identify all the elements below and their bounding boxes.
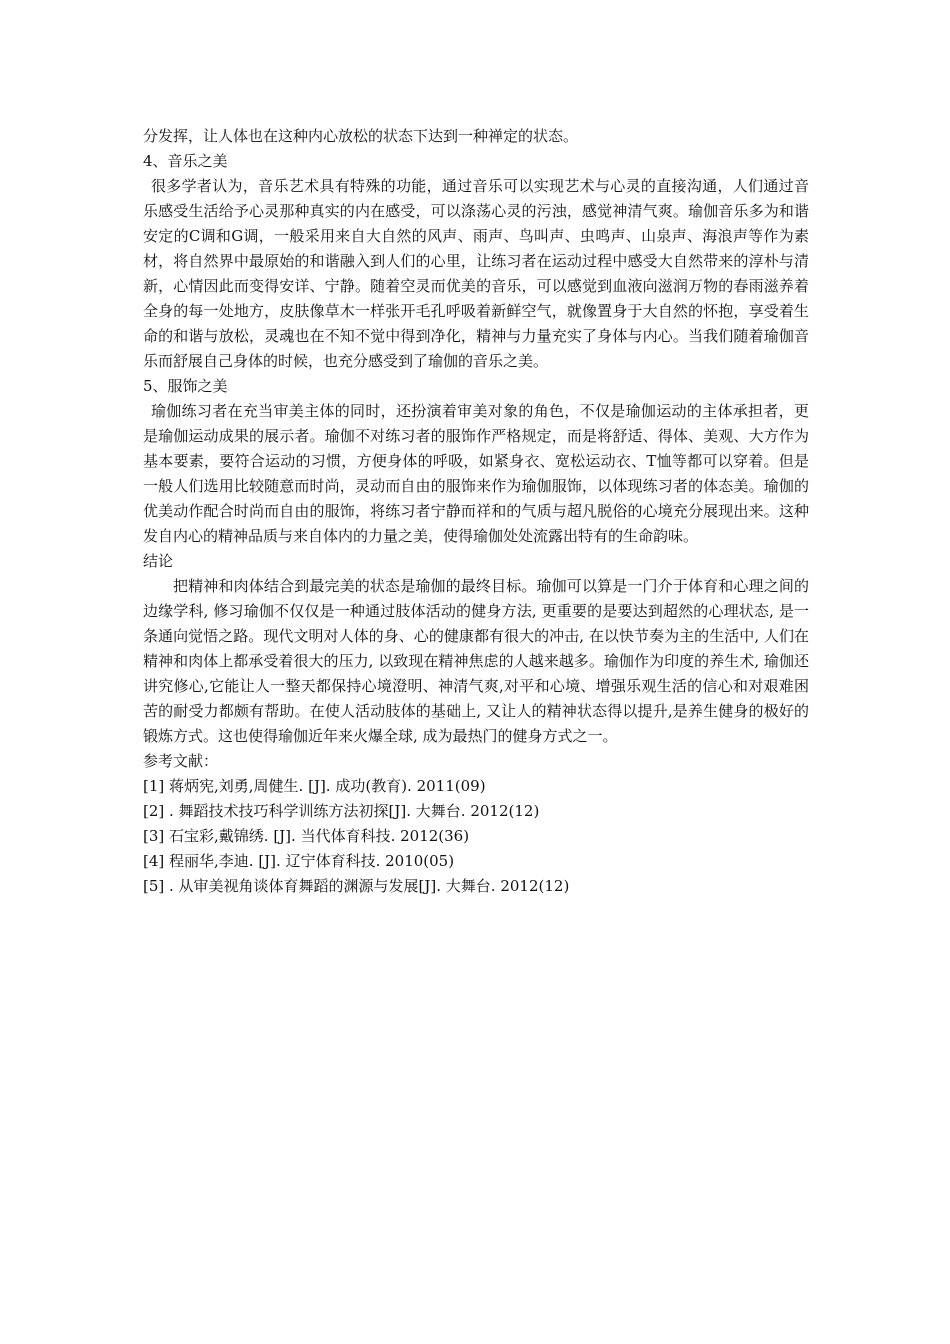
section-heading-conclusion: 结论 [143,552,174,570]
reference-item: [1] 蒋炳宪,刘勇,周健生. [J]. 成功(教育). 2011(09) [143,777,486,795]
section-heading-clothing: 5、服饰之美 [143,377,228,395]
reference-item: [5] . 从审美视角谈体育舞蹈的渊源与发展[J]. 大舞台. 2012(12) [143,877,570,895]
intro-paragraph-tail: 分发挥，让人体也在这种内心放松的状态下达到一种禅定的状态。 [143,127,579,145]
reference-item: [3] 石宝彩,戴锦绣. [J]. 当代体育科技. 2012(36) [143,827,470,845]
section-paragraph-clothing: 瑜伽练习者在充当审美主体的同时，还扮演着审美对象的角色，不仅是瑜伽运动的主体承担者，更是瑜伽运动成果的展示者。瑜伽不对练习者的服饰作严格规定，而是将舒适、得体、美观、大方作为基本要素，要符合运动的习惯，方便身体的呼吸，如紧身衣、宽松运动衣、T恤等都可以穿着。但是一般人们选用比较随意而时尚，灵动而自由的服饰来作为瑜伽服饰，以体现练习者的体态美。瑜伽的优美动作配合时尚而自由的服饰，将练习者宁静而祥和的气质与超凡脱俗的心境充分展现出来。这种发自内心的精神品质与来自体内的力量之美，使得瑜伽处处流露出特有的生命韵味。 [143,402,809,545]
document-body [143,124,809,899]
reference-item: [2] . 舞蹈技术技巧科学训练方法初探[J]. 大舞台. 2012(12) [143,802,540,820]
section-paragraph-music: 很多学者认为，音乐艺术具有特殊的功能，通过音乐可以实现艺术与心灵的直接沟通，人们通过音乐感受生活给予心灵那种真实的内在感受，可以涤荡心灵的污浊，感觉神清气爽。瑜伽音乐多为和谐安定的C调和G调，一般采用来自大自然的风声、雨声、鸟叫声、虫鸣声、山泉声、海浪声等作为素材，将自然界中最原始的和谐融入到人们的心里，让练习者在运动过程中感受大自然带来的淳朴与清新，心情因此而变得安详、宁静。随着空灵而优美的音乐，可以感觉到血液向滋润万物的春雨滋养着全身的每一处地方，皮肤像草木一样张开毛孔呼吸着新鲜空气，就像置身于大自然的怀抱，享受着生命的和谐与放松，灵魂也在不知不觉中得到净化，精神与力量充实了身体与内心。当我们随着瑜伽音乐而舒展自己身体的时候，也充分感受到了瑜伽的音乐之美。 [143,177,809,370]
section-paragraph-conclusion: 把精神和肉体结合到最完美的状态是瑜伽的最终目标。瑜伽可以算是一门介于体育和心理之间的边缘学科, 修习瑜伽不仅仅是一种通过肢体活动的健身方法, 更重要的是要达到超然的心理状态, 是一条通向觉悟之路。现代文明对人体的身、心的健康都有很大的冲击, 在以快节奏为主的生活中, 人们在精神和肉体上都承受着很大的压力, 以致现在精神焦虑的人越来越多。瑜伽作为印度的养生术, 瑜伽还讲究修心,它能让人一整天都保持心境澄明、神清气爽,对平和心境、增强乐观生活的信心和对艰难困苦的耐受力都颇有帮助。在使人活动肢体的基础上, 又让人的精神状态得以提升,是养生健身的极好的锻炼方式。这也使得瑜伽近年来火爆全球, 成为最热门的健身方式之一。 [143,577,809,745]
references-heading: 参考文献： [143,752,219,770]
reference-item: [4] 程丽华,李迪. [J]. 辽宁体育科技. 2010(05) [143,852,455,870]
section-heading-music: 4、音乐之美 [143,152,228,170]
